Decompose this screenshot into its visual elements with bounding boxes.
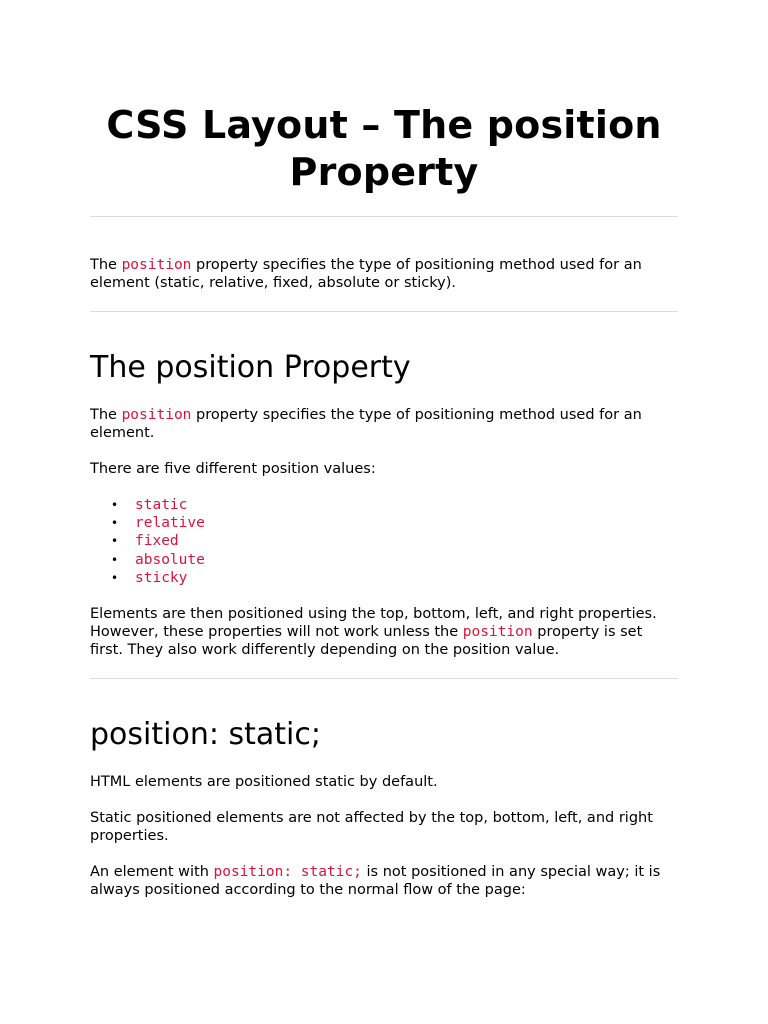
section1-p1-post: property specifies the type of positioning method used for an element. — [90, 407, 642, 441]
list-item — [111, 569, 678, 587]
section1-p3-post: property is set first. They also work differently depending on the position value. — [90, 624, 643, 659]
bullet-icon: • — [111, 516, 119, 531]
value-code: static — [135, 497, 188, 513]
divider — [90, 678, 678, 679]
section-heading-position-static: position: static; — [90, 717, 321, 753]
section1-paragraph-3 — [90, 605, 678, 659]
section1-p1-code: position — [121, 407, 192, 423]
list-item — [111, 514, 678, 532]
section1-p3-code: position — [462, 624, 533, 641]
section-heading-position-property: The position Property — [90, 350, 411, 385]
bullet-icon: • — [111, 570, 119, 585]
section2-paragraph-3 — [90, 863, 678, 899]
section2-paragraph-1: HTML elements are positioned static by default. — [90, 774, 438, 791]
section1-p1-pre: The — [90, 407, 122, 423]
intro-text-pre: The — [90, 257, 122, 273]
section1-paragraph-2: There are five different position values: — [90, 461, 376, 477]
intro-code: position — [121, 257, 192, 273]
value-code: sticky — [135, 569, 188, 586]
list-item — [111, 532, 678, 550]
value-code: fixed — [135, 533, 179, 550]
bullet-icon: • — [111, 498, 119, 512]
section2-p3-pre: An element with — [90, 864, 214, 881]
position-values-list — [90, 496, 678, 587]
value-code: absolute — [135, 551, 205, 568]
bullet-icon: • — [111, 534, 119, 549]
divider — [90, 311, 678, 312]
intro-text-post: property specifies the type of positioning method used for an element (static, relative, fixed, absolute or sticky). — [90, 257, 642, 291]
divider — [90, 216, 678, 217]
list-item — [111, 551, 678, 569]
section2-paragraph-2: Static positioned elements are not affected by the top, bottom, left, and right properties. — [90, 810, 653, 845]
section1-p3-pre: Elements are then positioned using the top, bottom, left, and right properties. However, these properties will not work unless the — [90, 606, 657, 641]
bullet-icon: • — [111, 552, 119, 567]
value-code: relative — [135, 515, 205, 532]
section2-p3-post: is not positioned in any special way; it is always positioned according to the normal flow of the page: — [90, 864, 661, 899]
page-title: CSS Layout – The position Property — [106, 103, 662, 194]
document-page — [90, 0, 678, 899]
list-item — [111, 496, 678, 514]
intro-paragraph — [90, 256, 678, 292]
section1-paragraph-1 — [90, 406, 678, 442]
section2-p3-code: position: static; — [213, 864, 362, 881]
